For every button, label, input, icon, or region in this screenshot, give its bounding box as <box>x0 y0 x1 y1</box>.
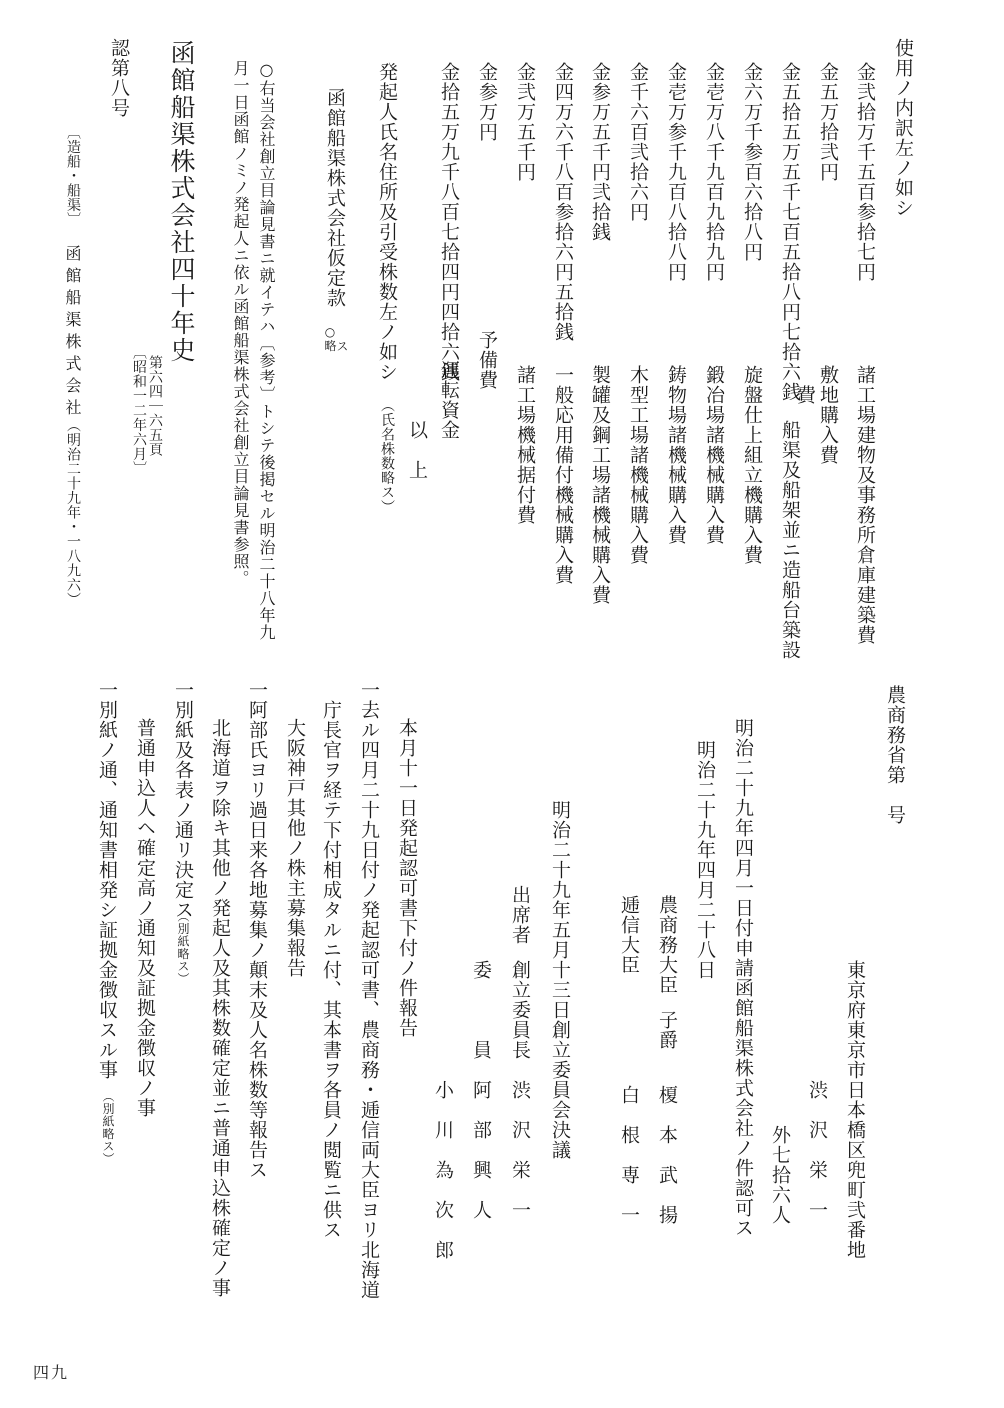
category-label: 〔造船・船渠〕 <box>65 125 81 227</box>
attendees-label: 出席者 <box>509 885 531 945</box>
member2-name: 小 川 為 次 郎 <box>432 1080 454 1260</box>
resolution-1: 本月十一日発起認可書下付ノ件報告 <box>396 718 418 1038</box>
purpose-5: 鍛冶場諸機械購入費 <box>703 365 725 545</box>
purpose-7: 木型工場諸機械購入費 <box>627 365 649 565</box>
meeting-title: 明治二十九年五月十三日創立委員会決議 <box>549 800 571 1160</box>
amount-1: 金弐拾万千五百参拾七円 <box>854 62 876 282</box>
applicant-name: 渋 沢 栄 一 <box>806 1080 828 1220</box>
ijo-mark: 以 上 <box>406 420 428 480</box>
promoters-line: 発起人氏名住所及引受株数左ノ如シ <box>376 62 398 382</box>
purpose-10: 諸工場機械据付費 <box>514 365 536 525</box>
promoters-note: （氏名株数略ス） <box>379 398 395 514</box>
purpose-1: 諸工場建物及事務所倉庫建築費 <box>854 365 876 645</box>
articles-title: 函館船渠株式会社仮定款 <box>324 88 346 308</box>
amount-11: 金参万円 <box>476 62 498 142</box>
purpose-3-cont: 費 <box>794 385 816 405</box>
resolution-6: 北海道ヲ除キ其他ノ発起人及其株数確定並ニ普通申込株確定ノ事 <box>209 718 231 1298</box>
source-title: 函館船渠株式会社四十年史 <box>167 40 196 364</box>
resolution-7-note: （別紙略ス） <box>176 910 190 985</box>
purpose-2: 敷地購入費 <box>817 365 839 465</box>
purpose-8: 製罐及鋼工場諸機械購入費 <box>589 365 611 605</box>
ministry-number: 農商務省第 号 <box>884 685 906 825</box>
approval-text: 明治二十九年四月一日付申請函館船渠株式会社ノ件認可ス <box>732 718 754 1238</box>
purpose-4: 旋盤仕上組立機購入費 <box>741 365 763 565</box>
resolution-5: 一阿部氏ヨリ過日来各地募集ノ顛末及人名株数等報告ス <box>246 680 268 1180</box>
amount-12: 金拾五万九千八百七拾四円四拾六銭 <box>438 62 460 382</box>
amount-10: 金弐万五千円 <box>514 62 536 182</box>
source-date: 〔昭和一二年六月〕 <box>131 345 147 476</box>
resolution-3: 庁長官ヲ経テ下付相成タルニ付、其本書ヲ各員ノ閲覧ニ供ス <box>320 700 342 1240</box>
purpose-9: 一般応用備付機械購入費 <box>552 365 574 585</box>
amount-7: 金千六百弐拾六円 <box>627 62 649 222</box>
minister1-title: 農商務大臣 <box>656 895 678 995</box>
resolution-9: 一別紙ノ通、通知書相発シ証拠金徴収スル事 <box>96 680 118 1080</box>
amount-2: 金五万拾弐円 <box>817 62 839 182</box>
amount-6: 金壱万参千九百八拾八円 <box>665 62 687 282</box>
company-label: 函館船渠株式会社 <box>63 245 82 421</box>
member-title: 委 員 <box>470 960 492 1060</box>
member1-name: 阿 部 興 人 <box>470 1080 492 1220</box>
resolution-2: 一去ル四月二十九日付ノ発起認可書、農商務・逓信両大臣ヨリ北海道 <box>358 680 380 1300</box>
amount-5: 金壱万八千九百九拾九円 <box>703 62 725 282</box>
purpose-3: 船渠及船架並ニ造船台築設 <box>779 420 801 660</box>
editor-note-line1: ○右当会社創立目論見書ニ就イテハ〔参考〕トシテ後掲セル明治二十八年九 <box>257 60 276 641</box>
approval-date: 明治二十九年四月二十八日 <box>694 740 716 980</box>
resolution-9-note: （別紙略ス） <box>101 1090 115 1165</box>
resolution-8: 普通申込人ヘ確定高ノ通知及証拠金徴収ノ事 <box>134 718 156 1118</box>
minister2-title: 逓信大臣 <box>618 895 640 975</box>
breakdown-heading: 使用ノ内訳左ノ如シ <box>892 38 914 218</box>
amount-4: 金六万千参百六拾八円 <box>741 62 763 262</box>
source-pages: 第六四｜六五頁 <box>147 355 163 457</box>
amount-3: 金五拾五万五千七百五拾八円七拾六銭 <box>779 62 801 402</box>
editor-note-line2: 月一日函館ノミノ発起人ニ依ル函館船渠株式会社創立目論見書参照。 <box>231 60 250 587</box>
omitted-mark-2: ス <box>335 340 349 353</box>
doc-number: 認第八号 <box>108 38 130 118</box>
minister2-name: 白 根 専 一 <box>618 1085 640 1225</box>
page-number: 四九 <box>32 1363 69 1382</box>
amount-8: 金参万五千円弐拾銭 <box>589 62 611 242</box>
other-applicants: 外七拾六人 <box>769 1125 791 1225</box>
purpose-12: 運転資金 <box>438 360 460 440</box>
resolution-7: 一別紙及各表ノ通リ決定ス <box>172 680 194 920</box>
minister1-name: 榎 本 武 揚 <box>656 1085 678 1225</box>
purpose-11: 予備費 <box>476 330 498 390</box>
omitted-mark: ○略 <box>323 325 337 352</box>
applicant-address: 東京府東京市日本橋区兜町弐番地 <box>844 960 866 1260</box>
amount-9: 金四万六千八百参拾六円五拾銭 <box>552 62 574 342</box>
chair-title: 創立委員長 <box>509 960 531 1060</box>
minister1-rank: 子爵 <box>656 1010 678 1050</box>
purpose-6: 鋳物場諸機械購入費 <box>665 365 687 545</box>
resolution-4: 大阪神戸其他ノ株主募集報告 <box>284 718 306 978</box>
era-label: （明治二十九年・一八九六） <box>65 418 81 607</box>
chair-name: 渋 沢 栄 一 <box>509 1080 531 1220</box>
